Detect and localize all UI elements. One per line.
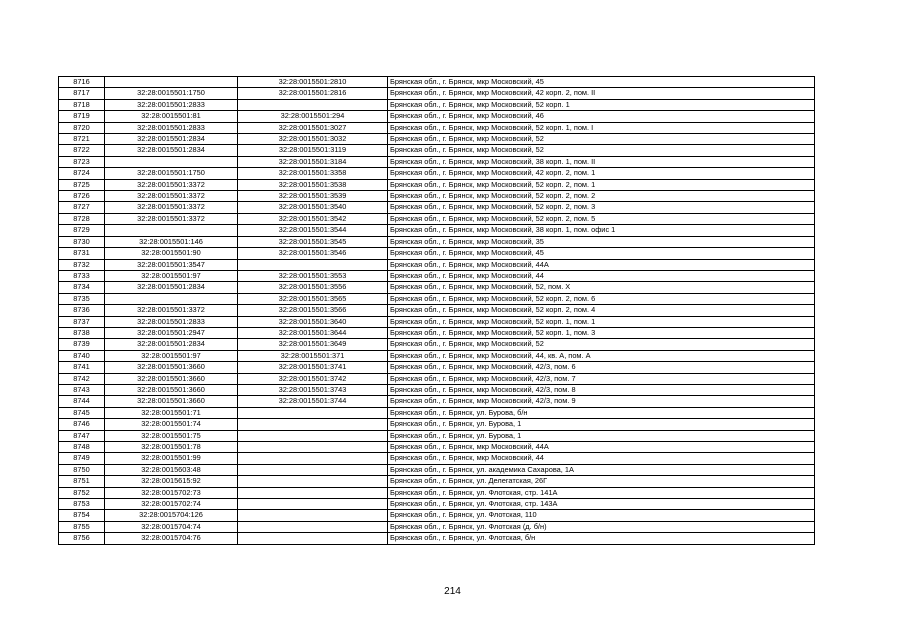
- cadastral-number-cell: 32:28:0015501:3741: [238, 362, 388, 373]
- cadastral-number-cell: 32:28:0015501:3742: [238, 373, 388, 384]
- row-number-cell: 8718: [59, 99, 105, 110]
- cadastral-number-cell: [238, 464, 388, 475]
- cadastral-number-cell: 32:28:0015501:3744: [238, 396, 388, 407]
- address-cell: Брянская обл., г. Брянск, ул. Бурова, 1: [388, 430, 815, 441]
- parent-cadastral-number-cell: 32:28:0015501:75: [105, 430, 238, 441]
- row-number-cell: 8744: [59, 396, 105, 407]
- address-cell: Брянская обл., г. Брянск, мкр Московский, 52 корп. 2, пом. 1: [388, 179, 815, 190]
- parent-cadastral-number-cell: 32:28:0015501:2833: [105, 122, 238, 133]
- row-number-cell: 8756: [59, 533, 105, 544]
- table-body: [59, 77, 815, 545]
- row-number-cell: 8749: [59, 453, 105, 464]
- address-cell: Брянская обл., г. Брянск, ул. Флотская, стр. 141А: [388, 487, 815, 498]
- address-cell: Брянская обл., г. Брянск, мкр Московский, 42 корп. 2, пом. 1: [388, 168, 815, 179]
- parent-cadastral-number-cell: 32:28:0015704:76: [105, 533, 238, 544]
- table-row: [59, 442, 815, 453]
- parent-cadastral-number-cell: 32:28:0015501:3660: [105, 362, 238, 373]
- row-number-cell: 8748: [59, 442, 105, 453]
- table-row: [59, 122, 815, 133]
- address-cell: Брянская обл., г. Брянск, ул. Бурова, б/н: [388, 407, 815, 418]
- address-cell: Брянская обл., г. Брянск, мкр Московский, 52 корп. 2, пом. 6: [388, 293, 815, 304]
- address-cell: Брянская обл., г. Брянск, мкр Московский, 52: [388, 145, 815, 156]
- table-row: [59, 350, 815, 361]
- table-row: [59, 270, 815, 281]
- table-row: [59, 373, 815, 384]
- table-row: [59, 293, 815, 304]
- cadastral-number-cell: [238, 453, 388, 464]
- parent-cadastral-number-cell: 32:28:0015501:90: [105, 248, 238, 259]
- row-number-cell: 8730: [59, 236, 105, 247]
- parent-cadastral-number-cell: 32:28:0015702:73: [105, 487, 238, 498]
- address-cell: Брянская обл., г. Брянск, мкр Московский, 46: [388, 111, 815, 122]
- cadastral-number-cell: 32:28:0015501:3556: [238, 282, 388, 293]
- address-cell: Брянская обл., г. Брянск, мкр Московский, 42 корп. 2, пом. II: [388, 88, 815, 99]
- parent-cadastral-number-cell: 32:28:0015501:81: [105, 111, 238, 122]
- row-number-cell: 8737: [59, 316, 105, 327]
- cadastral-number-cell: 32:28:0015501:3644: [238, 327, 388, 338]
- row-number-cell: 8751: [59, 476, 105, 487]
- address-cell: Брянская обл., г. Брянск, мкр Московский, 44, кв. А, пом. А: [388, 350, 815, 361]
- parent-cadastral-number-cell: 32:28:0015501:2834: [105, 145, 238, 156]
- cadastral-number-cell: [238, 442, 388, 453]
- parent-cadastral-number-cell: [105, 225, 238, 236]
- address-cell: Брянская обл., г. Брянск, мкр Московский, 42/3, пом. 8: [388, 384, 815, 395]
- table-row: [59, 396, 815, 407]
- parent-cadastral-number-cell: 32:28:0015501:3372: [105, 202, 238, 213]
- row-number-cell: 8732: [59, 259, 105, 270]
- address-cell: Брянская обл., г. Брянск, мкр Московский, 52 корп. 1: [388, 99, 815, 110]
- row-number-cell: 8745: [59, 407, 105, 418]
- table-row: [59, 430, 815, 441]
- cadastral-number-cell: 32:28:0015501:3565: [238, 293, 388, 304]
- parent-cadastral-number-cell: 32:28:0015501:3372: [105, 191, 238, 202]
- cadastral-number-cell: 32:28:0015501:3566: [238, 305, 388, 316]
- parent-cadastral-number-cell: 32:28:0015704:74: [105, 521, 238, 532]
- row-number-cell: 8755: [59, 521, 105, 532]
- address-cell: Брянская обл., г. Брянск, мкр Московский, 52: [388, 339, 815, 350]
- parent-cadastral-number-cell: 32:28:0015501:3660: [105, 384, 238, 395]
- parent-cadastral-number-cell: 32:28:0015702:74: [105, 499, 238, 510]
- cadastral-number-cell: 32:28:0015501:3546: [238, 248, 388, 259]
- table-row: [59, 453, 815, 464]
- cadastral-number-cell: [238, 430, 388, 441]
- table-row: [59, 168, 815, 179]
- table-row: [59, 179, 815, 190]
- row-number-cell: 8720: [59, 122, 105, 133]
- address-cell: Брянская обл., г. Брянск, мкр Московский, 44: [388, 453, 815, 464]
- address-cell: Брянская обл., г. Брянск, мкр Московский, 44А: [388, 442, 815, 453]
- cadastral-number-cell: 32:28:0015501:3540: [238, 202, 388, 213]
- cadastral-number-cell: 32:28:0015501:294: [238, 111, 388, 122]
- cadastral-number-cell: 32:28:0015501:3358: [238, 168, 388, 179]
- parent-cadastral-number-cell: 32:28:0015501:2834: [105, 339, 238, 350]
- cadastral-number-cell: 32:28:0015501:2816: [238, 88, 388, 99]
- parent-cadastral-number-cell: 32:28:0015501:2833: [105, 316, 238, 327]
- parent-cadastral-number-cell: [105, 156, 238, 167]
- address-cell: Брянская обл., г. Брянск, мкр Московский, 44А: [388, 259, 815, 270]
- row-number-cell: 8754: [59, 510, 105, 521]
- row-number-cell: 8724: [59, 168, 105, 179]
- cadastral-number-cell: [238, 533, 388, 544]
- cadastral-number-cell: [238, 419, 388, 430]
- address-cell: Брянская обл., г. Брянск, ул. Бурова, 1: [388, 419, 815, 430]
- row-number-cell: 8740: [59, 350, 105, 361]
- cadastral-number-cell: 32:28:0015501:371: [238, 350, 388, 361]
- row-number-cell: 8723: [59, 156, 105, 167]
- parent-cadastral-number-cell: 32:28:0015615:92: [105, 476, 238, 487]
- table-row: [59, 145, 815, 156]
- table-row: [59, 407, 815, 418]
- row-number-cell: 8727: [59, 202, 105, 213]
- cadastral-number-cell: 32:28:0015501:3545: [238, 236, 388, 247]
- address-cell: Брянская обл., г. Брянск, мкр Московский, 52, пом. X: [388, 282, 815, 293]
- address-cell: Брянская обл., г. Брянск, мкр Московский, 44: [388, 270, 815, 281]
- address-cell: Брянская обл., г. Брянск, мкр Московский, 52: [388, 134, 815, 145]
- address-cell: Брянская обл., г. Брянск, ул. Флотская, 110: [388, 510, 815, 521]
- address-cell: Брянская обл., г. Брянск, мкр Московский, 52 корп. 1, пом. I: [388, 122, 815, 133]
- parent-cadastral-number-cell: 32:28:0015501:1750: [105, 168, 238, 179]
- table-row: [59, 305, 815, 316]
- address-cell: Брянская обл., г. Брянск, ул. Флотская, стр. 143А: [388, 499, 815, 510]
- cadastral-table: [58, 76, 815, 545]
- address-cell: Брянская обл., г. Брянск, мкр Московский, 52 корп. 2, пом. 4: [388, 305, 815, 316]
- cadastral-number-cell: 32:28:0015501:3184: [238, 156, 388, 167]
- cadastral-number-cell: 32:28:0015501:3743: [238, 384, 388, 395]
- parent-cadastral-number-cell: 32:28:0015501:2834: [105, 134, 238, 145]
- cadastral-number-cell: 32:28:0015501:3542: [238, 213, 388, 224]
- parent-cadastral-number-cell: 32:28:0015704:126: [105, 510, 238, 521]
- cadastral-number-cell: 32:28:0015501:3032: [238, 134, 388, 145]
- row-number-cell: 8747: [59, 430, 105, 441]
- address-cell: Брянская обл., г. Брянск, мкр Московский, 52 корп. 2, пом. 2: [388, 191, 815, 202]
- table-row: [59, 202, 815, 213]
- row-number-cell: 8722: [59, 145, 105, 156]
- parent-cadastral-number-cell: 32:28:0015501:3372: [105, 179, 238, 190]
- row-number-cell: 8721: [59, 134, 105, 145]
- address-cell: Брянская обл., г. Брянск, мкр Московский, 52 корп. 1, пом. 3: [388, 327, 815, 338]
- cadastral-number-cell: [238, 407, 388, 418]
- address-cell: Брянская обл., г. Брянск, ул. Флотская, б/н: [388, 533, 815, 544]
- parent-cadastral-number-cell: [105, 77, 238, 88]
- address-cell: Брянская обл., г. Брянск, мкр Московский, 42/3, пом. 9: [388, 396, 815, 407]
- table-row: [59, 464, 815, 475]
- row-number-cell: 8734: [59, 282, 105, 293]
- cadastral-number-cell: [238, 259, 388, 270]
- parent-cadastral-number-cell: [105, 293, 238, 304]
- parent-cadastral-number-cell: 32:28:0015501:2834: [105, 282, 238, 293]
- address-cell: Брянская обл., г. Брянск, мкр Московский, 38 корп. 1, пом. офис 1: [388, 225, 815, 236]
- row-number-cell: 8719: [59, 111, 105, 122]
- row-number-cell: 8725: [59, 179, 105, 190]
- parent-cadastral-number-cell: 32:28:0015501:3660: [105, 396, 238, 407]
- cadastral-number-cell: 32:28:0015501:3539: [238, 191, 388, 202]
- row-number-cell: 8717: [59, 88, 105, 99]
- table-row: [59, 77, 815, 88]
- address-cell: Брянская обл., г. Брянск, мкр Московский, 42/3, пом. 6: [388, 362, 815, 373]
- table-row: [59, 327, 815, 338]
- parent-cadastral-number-cell: 32:28:0015501:2833: [105, 99, 238, 110]
- table-row: [59, 384, 815, 395]
- cadastral-number-cell: 32:28:0015501:3538: [238, 179, 388, 190]
- parent-cadastral-number-cell: 32:28:0015501:3660: [105, 373, 238, 384]
- cadastral-number-cell: [238, 499, 388, 510]
- table-row: [59, 225, 815, 236]
- table-row: [59, 236, 815, 247]
- parent-cadastral-number-cell: 32:28:0015603:48: [105, 464, 238, 475]
- address-cell: Брянская обл., г. Брянск, мкр Московский, 42/3, пом. 7: [388, 373, 815, 384]
- table-row: [59, 533, 815, 544]
- cadastral-number-cell: [238, 487, 388, 498]
- cadastral-number-cell: 32:28:0015501:3027: [238, 122, 388, 133]
- table-row: [59, 419, 815, 430]
- table-row: [59, 510, 815, 521]
- table-row: [59, 134, 815, 145]
- parent-cadastral-number-cell: 32:28:0015501:2947: [105, 327, 238, 338]
- page-number: 214: [444, 586, 461, 597]
- parent-cadastral-number-cell: 32:28:0015501:3372: [105, 305, 238, 316]
- row-number-cell: 8738: [59, 327, 105, 338]
- parent-cadastral-number-cell: 32:28:0015501:97: [105, 350, 238, 361]
- parent-cadastral-number-cell: 32:28:0015501:1750: [105, 88, 238, 99]
- row-number-cell: 8726: [59, 191, 105, 202]
- table-row: [59, 88, 815, 99]
- cadastral-number-cell: 32:28:0015501:3119: [238, 145, 388, 156]
- table-row: [59, 487, 815, 498]
- cadastral-number-cell: 32:28:0015501:3544: [238, 225, 388, 236]
- table-row: [59, 156, 815, 167]
- table-row: [59, 213, 815, 224]
- row-number-cell: 8716: [59, 77, 105, 88]
- table-row: [59, 499, 815, 510]
- cadastral-number-cell: 32:28:0015501:3649: [238, 339, 388, 350]
- address-cell: Брянская обл., г. Брянск, мкр Московский, 52 корп. 2, пом. 5: [388, 213, 815, 224]
- cadastral-number-cell: 32:28:0015501:2810: [238, 77, 388, 88]
- row-number-cell: 8743: [59, 384, 105, 395]
- row-number-cell: 8752: [59, 487, 105, 498]
- row-number-cell: 8753: [59, 499, 105, 510]
- parent-cadastral-number-cell: 32:28:0015501:3547: [105, 259, 238, 270]
- row-number-cell: 8741: [59, 362, 105, 373]
- address-cell: Брянская обл., г. Брянск, ул. Делегатская, 26Г: [388, 476, 815, 487]
- table-row: [59, 248, 815, 259]
- parent-cadastral-number-cell: 32:28:0015501:71: [105, 407, 238, 418]
- row-number-cell: 8750: [59, 464, 105, 475]
- address-cell: Брянская обл., г. Брянск, мкр Московский, 35: [388, 236, 815, 247]
- row-number-cell: 8735: [59, 293, 105, 304]
- table-row: [59, 282, 815, 293]
- parent-cadastral-number-cell: 32:28:0015501:146: [105, 236, 238, 247]
- table-row: [59, 111, 815, 122]
- address-cell: Брянская обл., г. Брянск, мкр Московский, 45: [388, 77, 815, 88]
- parent-cadastral-number-cell: 32:28:0015501:74: [105, 419, 238, 430]
- row-number-cell: 8728: [59, 213, 105, 224]
- parent-cadastral-number-cell: 32:28:0015501:78: [105, 442, 238, 453]
- cadastral-number-cell: [238, 510, 388, 521]
- address-cell: Брянская обл., г. Брянск, мкр Московский, 52 корп. 1, пом. 1: [388, 316, 815, 327]
- cadastral-number-cell: [238, 99, 388, 110]
- cadastral-number-cell: [238, 476, 388, 487]
- address-cell: Брянская обл., г. Брянск, мкр Московский, 45: [388, 248, 815, 259]
- row-number-cell: 8742: [59, 373, 105, 384]
- address-cell: Брянская обл., г. Брянск, ул. Флотская (д. б/н): [388, 521, 815, 532]
- parent-cadastral-number-cell: 32:28:0015501:97: [105, 270, 238, 281]
- cadastral-number-cell: 32:28:0015501:3640: [238, 316, 388, 327]
- row-number-cell: 8739: [59, 339, 105, 350]
- table-row: [59, 521, 815, 532]
- parent-cadastral-number-cell: 32:28:0015501:3372: [105, 213, 238, 224]
- row-number-cell: 8731: [59, 248, 105, 259]
- cadastral-number-cell: [238, 521, 388, 532]
- row-number-cell: 8733: [59, 270, 105, 281]
- address-cell: Брянская обл., г. Брянск, мкр Московский, 38 корп. 1, пом. II: [388, 156, 815, 167]
- row-number-cell: 8736: [59, 305, 105, 316]
- row-number-cell: 8746: [59, 419, 105, 430]
- table-row: [59, 259, 815, 270]
- cadastral-number-cell: 32:28:0015501:3553: [238, 270, 388, 281]
- row-number-cell: 8729: [59, 225, 105, 236]
- address-cell: Брянская обл., г. Брянск, мкр Московский, 52 корп. 2, пом. 3: [388, 202, 815, 213]
- table-row: [59, 339, 815, 350]
- table-row: [59, 316, 815, 327]
- table-row: [59, 362, 815, 373]
- parent-cadastral-number-cell: 32:28:0015501:99: [105, 453, 238, 464]
- table-row: [59, 99, 815, 110]
- table-row: [59, 476, 815, 487]
- address-cell: Брянская обл., г. Брянск, ул. академика Сахарова, 1А: [388, 464, 815, 475]
- table-row: [59, 191, 815, 202]
